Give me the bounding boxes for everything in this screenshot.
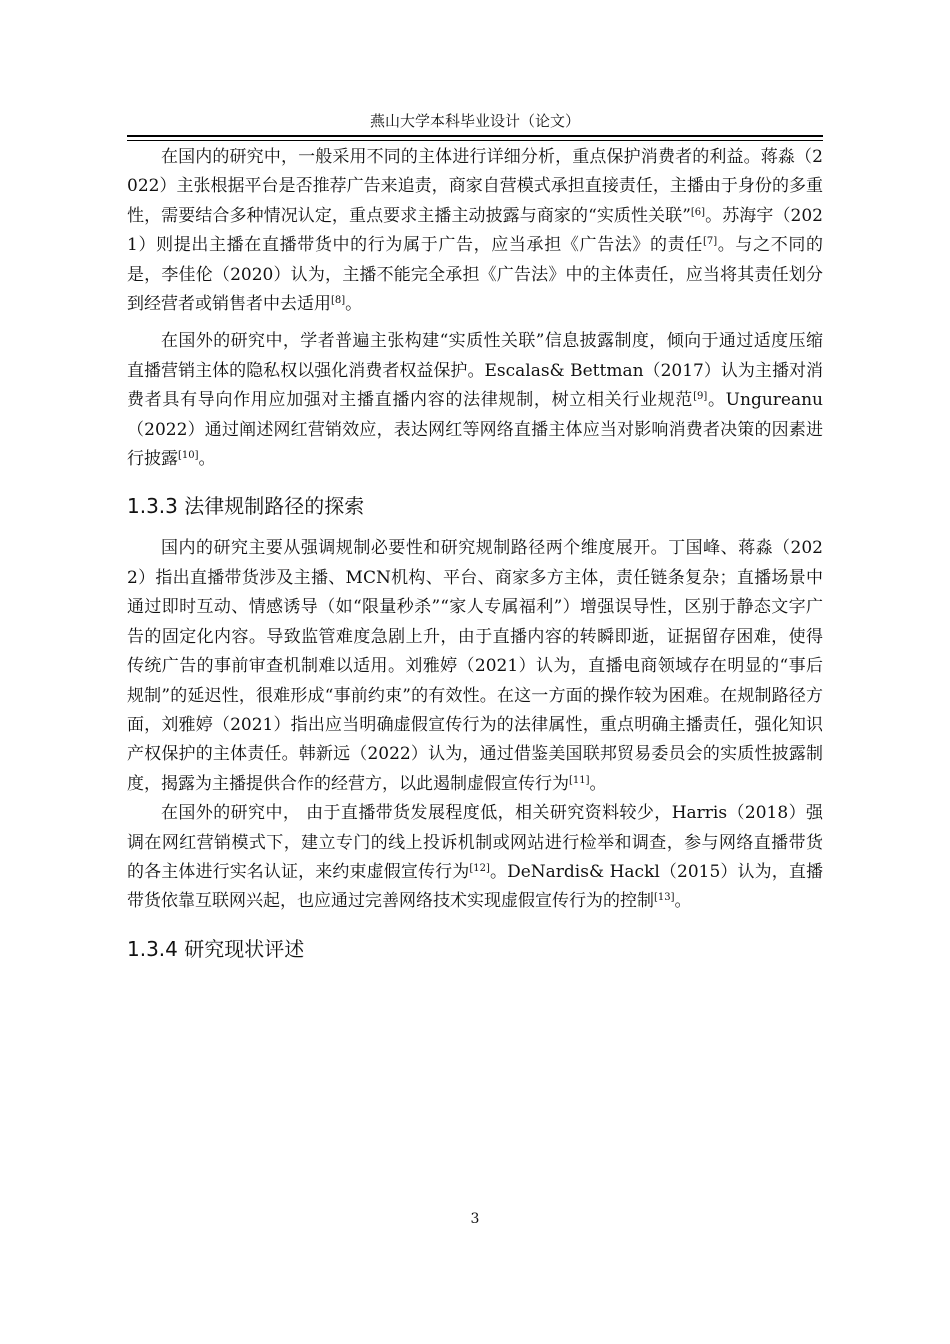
citation-marker: [8] xyxy=(331,295,346,307)
body-paragraph xyxy=(127,143,823,319)
citation-marker: [13] xyxy=(654,892,675,904)
section-heading: 1.3.4 研究现状评述 xyxy=(127,936,305,961)
citation-marker: [6] xyxy=(690,206,706,218)
paragraph-text: 。Ungureanu（2022）通过阐述网红营销效应，表达网红等网络直播主体应当对影响消费者决策的因素进行披露 xyxy=(127,390,824,470)
body-paragraph xyxy=(127,327,823,474)
paragraph-text: 。 xyxy=(198,449,216,470)
paragraph-text: 。苏海宇（2021）则提出主播在直播带货中的行为属于广告，应当承担《广告法》的责任 xyxy=(127,205,823,256)
citation-marker: [12] xyxy=(469,862,490,874)
header-rule-thick xyxy=(127,135,823,137)
page-number: 3 xyxy=(470,1211,480,1227)
paragraph-text: 。 xyxy=(674,891,692,912)
paragraph-text: 。与之不同的是，李佳伦（2020）认为，主播不能完全承担《广告法》中的主体责任，应当将其责任划分到经营者或销售者中去适用 xyxy=(127,235,823,315)
citation-marker: [9] xyxy=(693,391,708,403)
section-heading: 1.3.3 法律规制路径的探索 xyxy=(127,494,365,519)
paragraph-text: 。 xyxy=(589,773,607,794)
paragraph-text: 。DeNardis& Hackl（2015）认为，直播带货依靠互联网兴起，也应通过完善网络技术实现虚假宣传行为的控制 xyxy=(127,861,824,912)
paragraph-text: 在国外的研究中， 由于直播带货发展程度低，相关研究资料较少，Harris（2018）强调在网红营销模式下，建立专门的线上投诉机制或网站进行检举和调查，参与网络直播带货的各主体进行实名认证，来约束虚假宣传行为 xyxy=(127,803,823,882)
citation-marker: [10] xyxy=(178,450,199,462)
page-body xyxy=(127,143,823,963)
running-header: 燕山大学本科毕业设计（论文） xyxy=(369,112,580,130)
paragraph-text: 。 xyxy=(345,294,363,315)
header-rule-thin xyxy=(127,140,823,141)
paragraph-text: 在国外的研究中，学者普遍主张构建“实质性关联”信息披露制度，倾向于通过适度压缩直播营销主体的隐私权以强化消费者权益保护。Escalas& Bettman（2017）认为主播对消费者具有导向作用应加强对主播直播内容的法律规制，树立相关行业规范 xyxy=(127,331,823,411)
paragraph-text: 国内的研究主要从强调规制必要性和研究规制路径两个维度展开。丁国峰、蒋淼（2022）指出直播带货涉及主播、MCN机构、平台、商家多方主体，责任链条复杂；直播场景中通过即时互动、情感诱导（如“限量秒杀”“家人专属福利”）增强误导性，区别于静态文字广告的固定化内容。导致监管难度急剧上升，由于直播内容的转瞬即逝，证据留存困难，使得传统广告的事前审查机制难以适用。刘雅婷（2021）认为，直播电商领域存在明显的“事后规制”的延迟性，很难形成“事前约束”的有效性。在这一方面的操作较为困难。在规制路径方面，刘雅婷（2021）指出应当明确虚假宣传行为的法律属性，重点明确主播责任，强化知识产权保护的主体责任。韩新远（2022）认为，通过借鉴美国联邦贸易委员会的实质性披露制度，揭露为主播提供合作的经营方，以此遏制虚假宣传行为 xyxy=(127,538,823,794)
body-paragraph xyxy=(127,534,823,799)
body-paragraph xyxy=(127,799,823,917)
citation-marker: [7] xyxy=(702,236,718,248)
paragraph-text: 在国内的研究中，一般采用不同的主体进行详细分析，重点保护消费者的利益。蒋淼（2022）主张根据平台是否推荐广告来追责，商家自营模式承担直接责任，主播由于身份的多重性，需要结合多种情况认定，重点要求主播主动披露与商家的“实质性关联” xyxy=(127,147,823,226)
citation-marker: [11] xyxy=(569,774,590,786)
